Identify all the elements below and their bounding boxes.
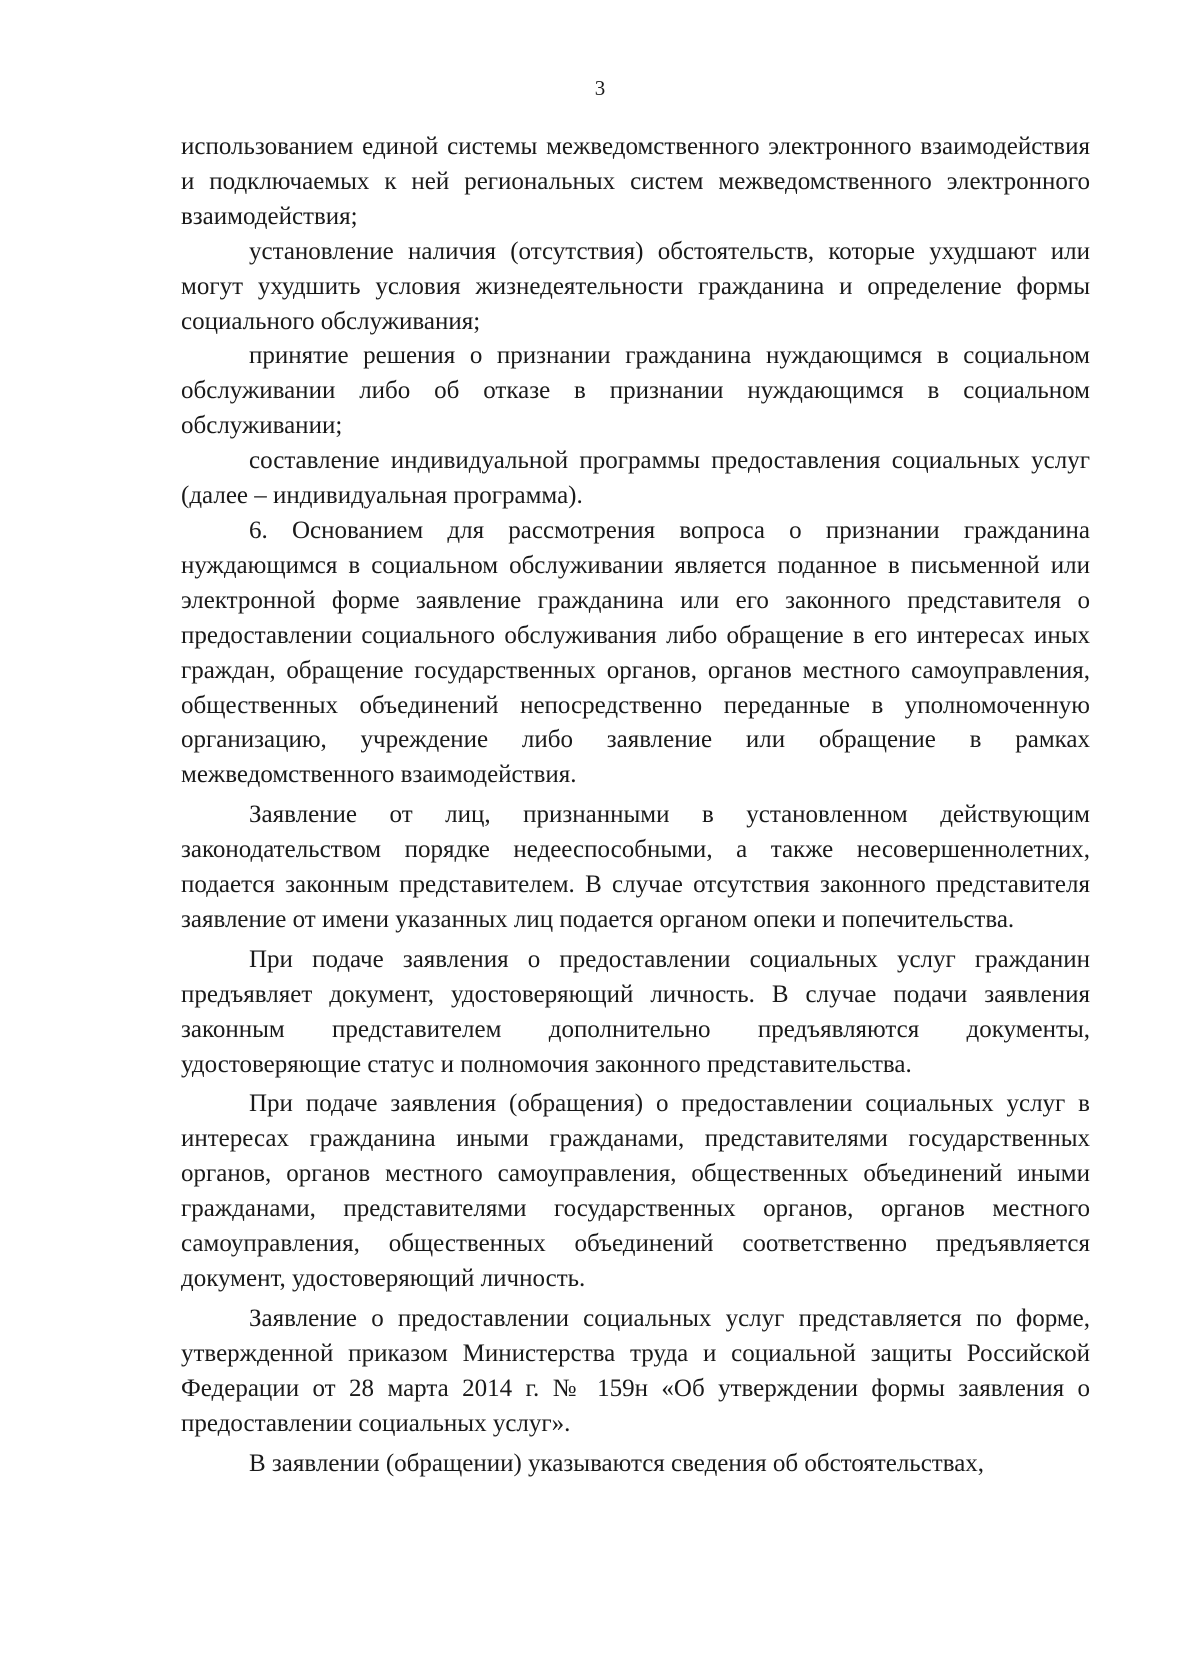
paragraph-continuation: использованием единой системы межведомственного электронного взаимодействия и подключаемых к ней региональных систем межведомственного электронного взаимодействия; [181,133,1090,230]
paragraph-status-determination: установление наличия (отсутствия) обстоятельств, которые ухудшают или могут ухудшить условия жизнедеятельности гражданина и определение формы социального обслуживания; [181,237,1090,335]
paragraph-legal-representative: Заявление от лиц, признанными в установленном действующим законодательством порядке недееспособными, а также несовершеннолетних, подается законным представителем. В случае отсутствия законного представителя заявление от имени указанных лиц подается органом опеки и попечительства. [181,801,1090,933]
document-body [181,130,1090,1481]
paragraph-clause-6: 6. Основанием для рассмотрения вопроса о признании гражданина нуждающимся в социальном обслуживании является поданное в письменной или электронной форме заявление гражданина или его законного представителя о предоставлении социального обслуживания либо обращение в его интересах иных граждан, обращение государственных органов, органов местного самоуправления, общественных объединений непосредственно переданные в уполномоченную организацию, учреждение либо заявление или обращение в рамках межведомственного взаимодействия. [181,516,1090,789]
page-number: 3 [594,76,606,100]
paragraph-other-applicants: При подаче заявления (обращения) о предоставлении социальных услуг в интересах гражданина иными гражданами, представителями государственных органов, органов местного самоуправления, общественных объединений иными гражданами, представителями государственных органов, органов местного самоуправления, общественных объединений соответственно предъявляется документ, удостоверяющий личность. [181,1090,1090,1292]
paragraph-application-contents: В заявлении (обращении) указываются сведения об обстоятельствах, [249,1449,985,1477]
paragraph-application-form: Заявление о предоставлении социальных услуг представляется по форме, утвержденной приказом Министерства труда и социальной защиты Российской Федерации от 28 марта 2014 г. № 159н «Об утверждении формы заявления о предоставлении социальных услуг». [181,1304,1090,1437]
paragraph-individual-program: составление индивидуальной программы предоставления социальных услуг (далее – индивидуальная программа). [181,447,1090,510]
paragraph-decision: принятие решения о признании гражданина нуждающимся в социальном обслуживании либо об отказе в признании нуждающимся в социальном обслуживании; [181,342,1090,440]
paragraph-identity-document: При подаче заявления о предоставлении социальных услуг гражданин предъявляет документ, удостоверяющий личность. В случае подачи заявления законным представителем дополнительно предъявляются документы, удостоверяющие статус и полномочия законного представительства. [181,945,1090,1078]
